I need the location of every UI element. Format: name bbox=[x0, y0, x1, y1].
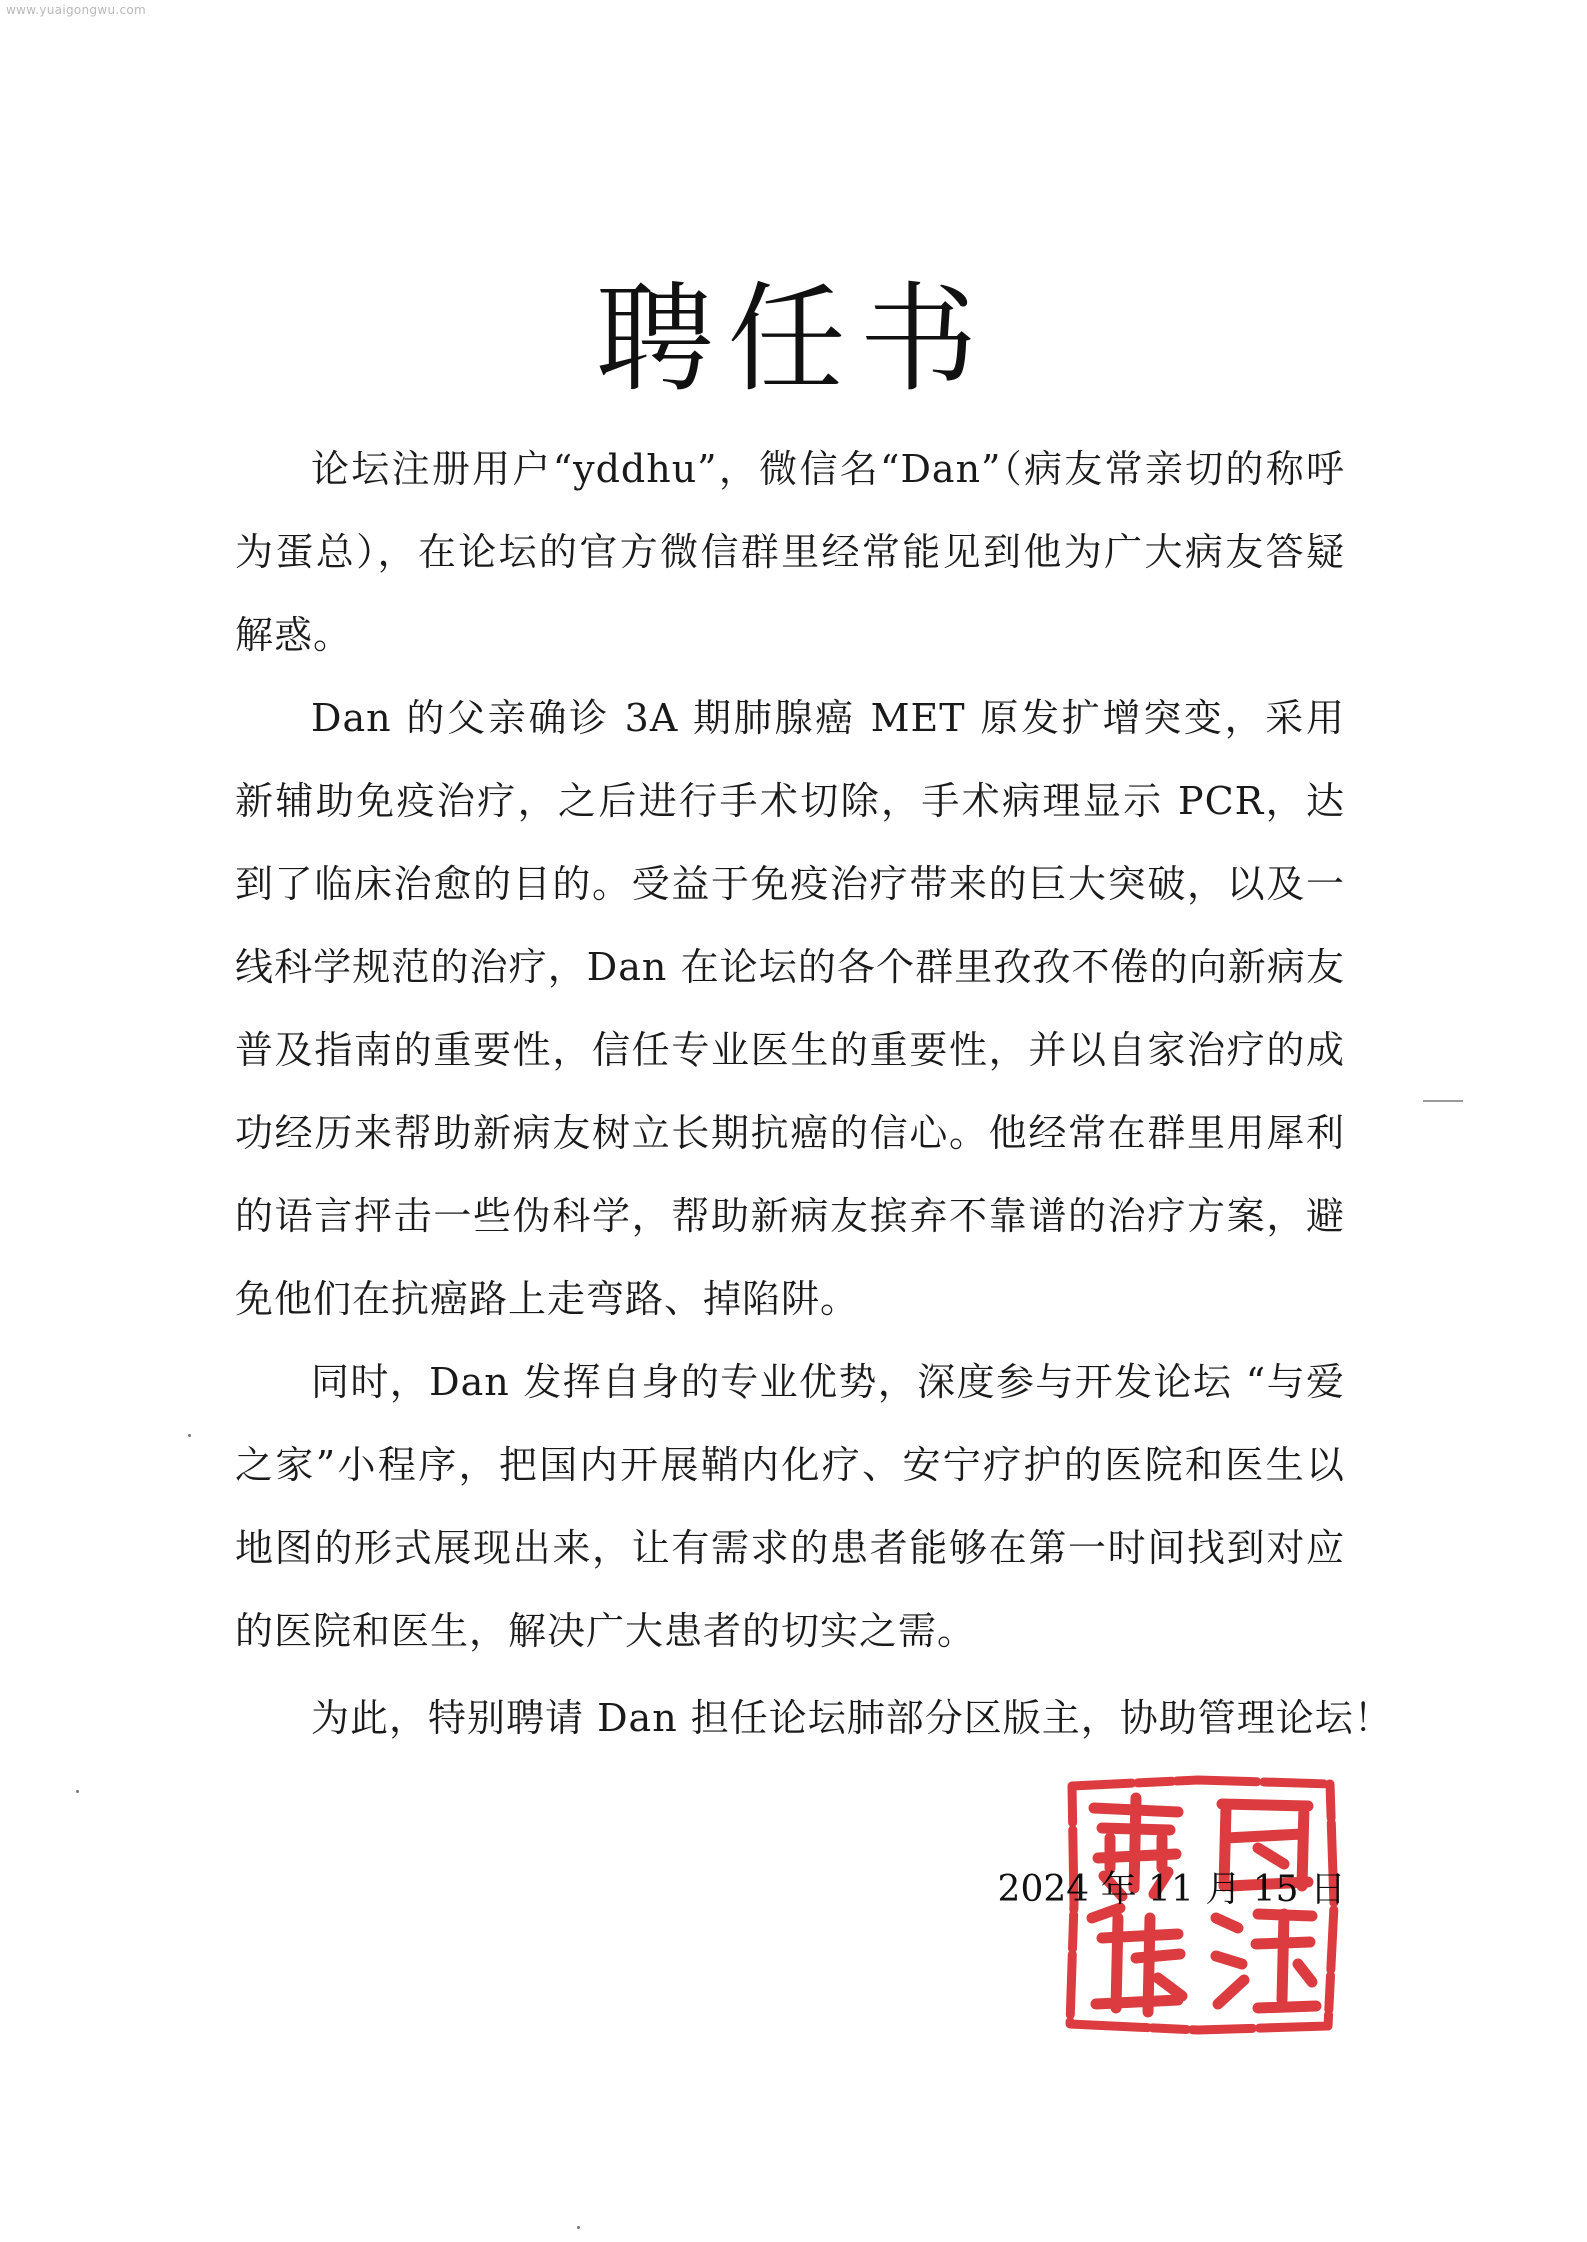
paragraph-contribution: Dan 的父亲确诊 3A 期肺腺癌 MET 原发扩增突变，采用新辅助免疫治疗，之后进行手术切除，手术病理显示 PCR，达到了临床治愈的目的。受益于免疫治疗带来的巨大突破，以及一线科学规范的治疗，Dan 在论坛的各个群里孜孜不倦的向新病友普及指南的重要性，信任专业医生的重要性，并以自家治疗的成功经历来帮助新病友树立长期抗癌的信心。他经常在群里用犀利的语言抨击一些伪科学，帮助新病友摈弃不靠谱的治疗方案，避免他们在抗癌路上走弯路、掉陷阱。 bbox=[235, 696, 1345, 1321]
scan-speck bbox=[76, 1790, 79, 1793]
scan-speck bbox=[188, 1434, 191, 1437]
signing-date: 2024 年 11 月 15 日 bbox=[997, 1869, 1346, 1910]
paragraph-mini-program: 同时，Dan 发挥自身的专业优势，深度参与开发论坛 “与爱之家”小程序，把国内开展鞘内化疗、安宁疗护的医院和医生以地图的形式展现出来，让有需求的患者能够在第一时间找到对应的医院和医生，解决广大患者的切实之需。 bbox=[235, 1360, 1345, 1653]
scan-speck bbox=[577, 2226, 580, 2229]
scan-edge-mark bbox=[1423, 1100, 1463, 1102]
appointment-statement: 为此，特别聘请 Dan 担任论坛肺部分区版主，协助管理论坛！ bbox=[311, 1696, 1393, 1740]
site-watermark: www.yuaigongwu.com bbox=[6, 3, 146, 17]
document-title: 聘任书 bbox=[595, 270, 992, 409]
forum-seal-stamp bbox=[1058, 1768, 1344, 2040]
paragraph-introduction: 论坛注册用户“yddhu”，微信名“Dan”（病友常亲切的称呼为蛋总），在论坛的官方微信群里经常能见到他为广大病友答疑解惑。 bbox=[235, 447, 1345, 657]
letter-body bbox=[235, 428, 1345, 1673]
